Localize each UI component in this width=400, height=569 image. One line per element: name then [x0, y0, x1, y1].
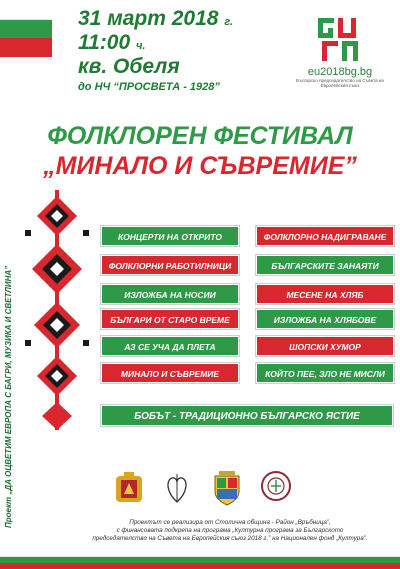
program-item: КОЙТО ПЕЕ, ЗЛО НЕ МИСЛИ: [256, 363, 394, 383]
footer-line: с финансовата подкрепа на програма „Културна програма за Българското: [116, 526, 344, 534]
program-item: ИЗЛОЖБА НА НОСИИ: [101, 284, 239, 304]
eu2018-logo: [290, 14, 390, 114]
round-seal-icon: [260, 470, 292, 507]
program-item: МИНАЛО И СЪВРЕМИЕ: [101, 363, 239, 383]
program-item: ИЗЛОЖБА НА ХЛЯБОВЕ: [256, 309, 394, 329]
partner-logos: [112, 470, 292, 510]
program-item: БЪЛГАРСКИТЕ ЗАНАЯТИ: [256, 255, 394, 275]
program-item: АЗ СЕ УЧА ДА ПЛЕТА: [101, 336, 239, 356]
festival-subtitle: „МИНАЛО И СЪВРЕМИЕ”: [43, 152, 357, 180]
heart-ornament-icon: [164, 470, 190, 511]
logo-url: eu2018bg.bg: [307, 66, 373, 78]
footer-line: Проектът се реализира от Столична община - Район „Връбница”,: [129, 519, 331, 526]
project-vertical-text: [4, 228, 18, 528]
program-item: КОНЦЕРТИ НА ОТКРИТО: [101, 226, 239, 246]
project-name: Проект „ДА ОЦВЕТИМ ЕВРОПА С БАГРИ, МУЗИКА И СВЕТЛИНА”: [4, 265, 13, 528]
coat-of-arms-icon: [112, 470, 146, 511]
flag-corner: [0, 0, 52, 56]
food-banner: БОБЪТ - ТРАДИЦИОННО БЪЛГАРСКО ЯСТИЕ: [101, 405, 393, 426]
event-time: 11:00 ч.: [78, 31, 146, 54]
eu2018-logo-icon: [312, 14, 368, 64]
festival-title: ФОЛКЛОРЕН ФЕСТИВАЛ: [47, 122, 353, 150]
program-item: БЪЛГАРИ ОТ СТАРО ВРЕМЕ: [101, 309, 239, 329]
event-place: кв. Обеля: [78, 55, 180, 78]
event-info: [78, 8, 288, 93]
program-item: ШОПСКИ ХУМОР: [256, 336, 394, 356]
sofia-coat-of-arms-icon: [210, 470, 244, 513]
flag-bottom: [0, 550, 400, 568]
footer-line: председателство на Съвета на Европейския съюз 2018 г.” на Национален фонд „Култура”.: [92, 534, 368, 542]
embroidery-ornament-icon: [22, 190, 92, 430]
logo-subtitle: Българско председателство на Съвета на Европейския съюз: [296, 78, 384, 89]
program-item: ФОЛКЛОРНИ РАБОТИЛНИЦИ: [101, 255, 239, 275]
footer-credits: [70, 519, 390, 543]
event-venue: до НЧ “ПРОСВЕТА - 1928”: [78, 81, 220, 93]
program-item: МЕСЕНЕ НА ХЛЯБ: [256, 284, 394, 304]
program-item: ФОЛКЛОРНО НАДИГРАВАНЕ: [256, 226, 394, 246]
event-date: 31 март 2018 г.: [78, 7, 234, 30]
